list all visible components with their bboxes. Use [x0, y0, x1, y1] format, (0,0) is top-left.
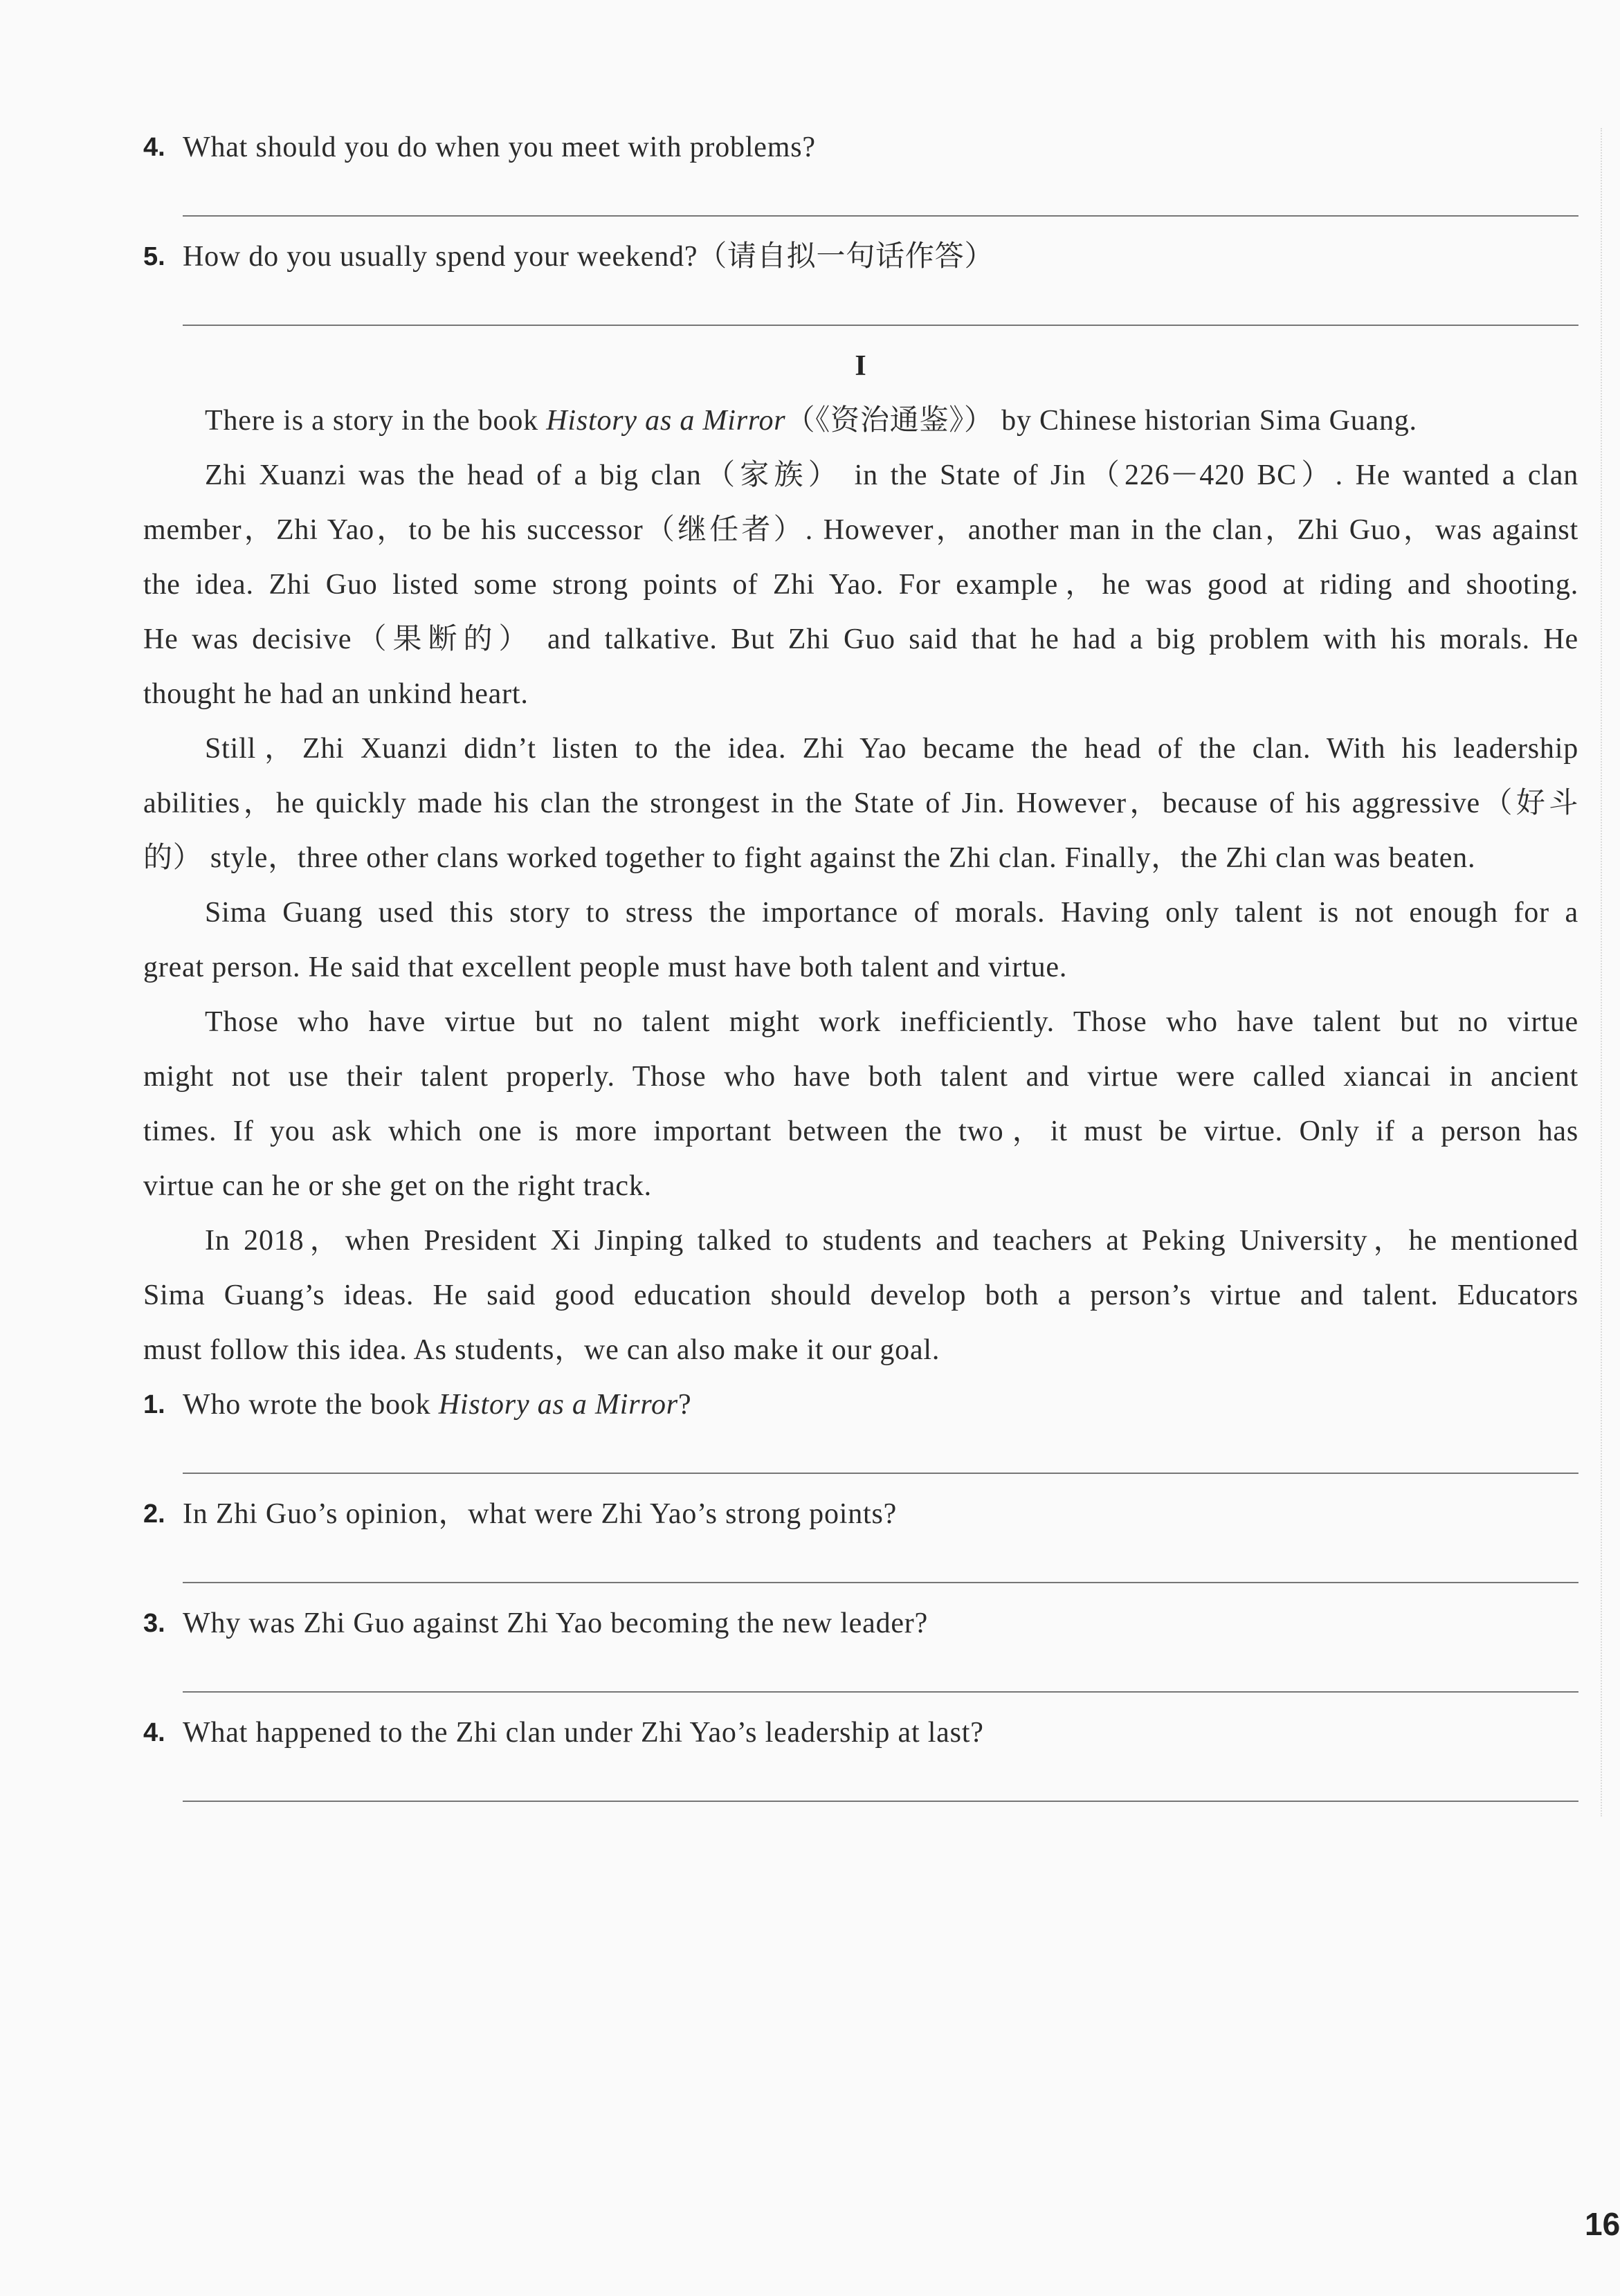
- question-text: What should you do when you meet with problems?: [183, 131, 816, 163]
- question-number: 2.: [143, 1500, 165, 1529]
- page-number: 16: [1585, 2206, 1620, 2242]
- question-line: [143, 1596, 1578, 1651]
- paragraph-3-line-2: abilities，he quickly made his clan the strongest in the State of Jin. However，because of his aggressive（好斗: [143, 787, 1578, 819]
- paragraph-5-line-1: Those who have virtue but no talent might work inefficiently. Those who have talent but no virtue: [205, 1006, 1578, 1038]
- paragraph-2-line-3: the idea. Zhi Guo listed some strong points of Zhi Yao. For example，he was good at riding and shooting.: [143, 569, 1578, 601]
- question-number: 4.: [143, 1718, 165, 1747]
- question-2: [143, 1487, 1578, 1596]
- paragraph-5-line-4: virtue can he or she get on the right track.: [143, 1170, 652, 1202]
- reading-passage: [143, 394, 1578, 1378]
- paragraph-5-line-2: might not use their talent properly. Those who have both talent and virtue were called xiancai in ancient: [143, 1061, 1578, 1093]
- paragraph-4-line-2: great person. He said that excellent people must have both talent and virtue.: [143, 951, 1068, 983]
- paragraph-6-line-3: must follow this idea. As students，we can also make it our goal.: [143, 1334, 940, 1366]
- passage-text: There is a story in the book: [205, 405, 547, 437]
- paragraph-3-line-3: 的） style，three other clans worked together to fight against the Zhi clan. Finally，the Zhi clan was beaten.: [143, 842, 1476, 874]
- book-title: History as a Mirror: [438, 1389, 678, 1421]
- answer-blank-line: [183, 1651, 1578, 1693]
- paragraph-2-line-5: thought he had an unkind heart.: [143, 678, 529, 710]
- question-1: [143, 1378, 1578, 1487]
- question-text: In Zhi Guo’s opinion，what were Zhi Yao’s strong points?: [183, 1498, 898, 1530]
- question-line: [143, 1378, 1578, 1432]
- paragraph-6-line-2: Sima Guang’s ideas. He said good education should develop both a person’s virtue and talent. Educators: [143, 1279, 1578, 1311]
- question-text-part: Who wrote the book: [183, 1389, 439, 1421]
- carryover-question-4: [143, 120, 1578, 230]
- question-3: [143, 1596, 1578, 1706]
- answer-blank-line: [183, 284, 1578, 326]
- question-text: [183, 1378, 1578, 1432]
- question-4: [143, 1706, 1578, 1815]
- page-content: [143, 120, 1578, 1815]
- question-text: What happened to the Zhi clan under Zhi Yao’s leadership at last?: [183, 1717, 984, 1749]
- answer-blank-line: [183, 1542, 1578, 1583]
- paragraph-6-line-1: In 2018，when President Xi Jinping talked to students and teachers at Peking University，he mentioned: [205, 1225, 1578, 1257]
- paragraph-2-line-1: Zhi Xuanzi was the head of a big clan（家族） in the State of Jin（226－420 BC）. He wanted a clan: [205, 459, 1578, 491]
- paragraph-4-line-1: Sima Guang used this story to stress the importance of morals. Having only talent is not enough for a: [205, 897, 1578, 929]
- question-line: [143, 1706, 1578, 1760]
- section-heading: I: [855, 350, 867, 382]
- book-title: History as a Mirror: [546, 405, 786, 437]
- answer-blank-line: [183, 1432, 1578, 1474]
- question-line: [143, 1487, 1578, 1542]
- question-number: 3.: [143, 1609, 165, 1638]
- question-line: [143, 120, 1578, 175]
- question-number: 5.: [143, 242, 165, 271]
- question-number: 4.: [143, 133, 165, 162]
- question-line: [143, 230, 1578, 284]
- passage-text: （《资治通鉴》） by Chinese historian Sima Guang.: [785, 405, 1417, 437]
- paragraph-5-line-3: times. If you ask which one is more important between the two，it must be virtue. Only if a person has: [143, 1115, 1578, 1147]
- answer-blank-line: [183, 175, 1578, 217]
- answer-blank-line: [183, 1760, 1578, 1802]
- paragraph-1-line-1: [143, 394, 1578, 448]
- question-text: Why was Zhi Guo against Zhi Yao becoming the new leader?: [183, 1607, 929, 1639]
- paragraph-2-line-4: He was decisive（果断的） and talkative. But Zhi Guo said that he had a big problem with his morals. He: [143, 623, 1578, 655]
- question-text-part: ?: [677, 1389, 692, 1421]
- question-text: How do you usually spend your weekend?（请自拟一句话作答）: [183, 241, 994, 273]
- question-number: 1.: [143, 1390, 165, 1419]
- paragraph-3-line-1: Still，Zhi Xuanzi didn’t listen to the idea. Zhi Yao became the head of the clan. With his leadership: [205, 733, 1578, 765]
- carryover-question-5: [143, 230, 1578, 339]
- paragraph-2-line-2: member，Zhi Yao，to be his successor（继任者）. However，another man in the clan，Zhi Guo，was against: [143, 514, 1578, 546]
- binding-margin-dotted-line: [1601, 128, 1602, 1816]
